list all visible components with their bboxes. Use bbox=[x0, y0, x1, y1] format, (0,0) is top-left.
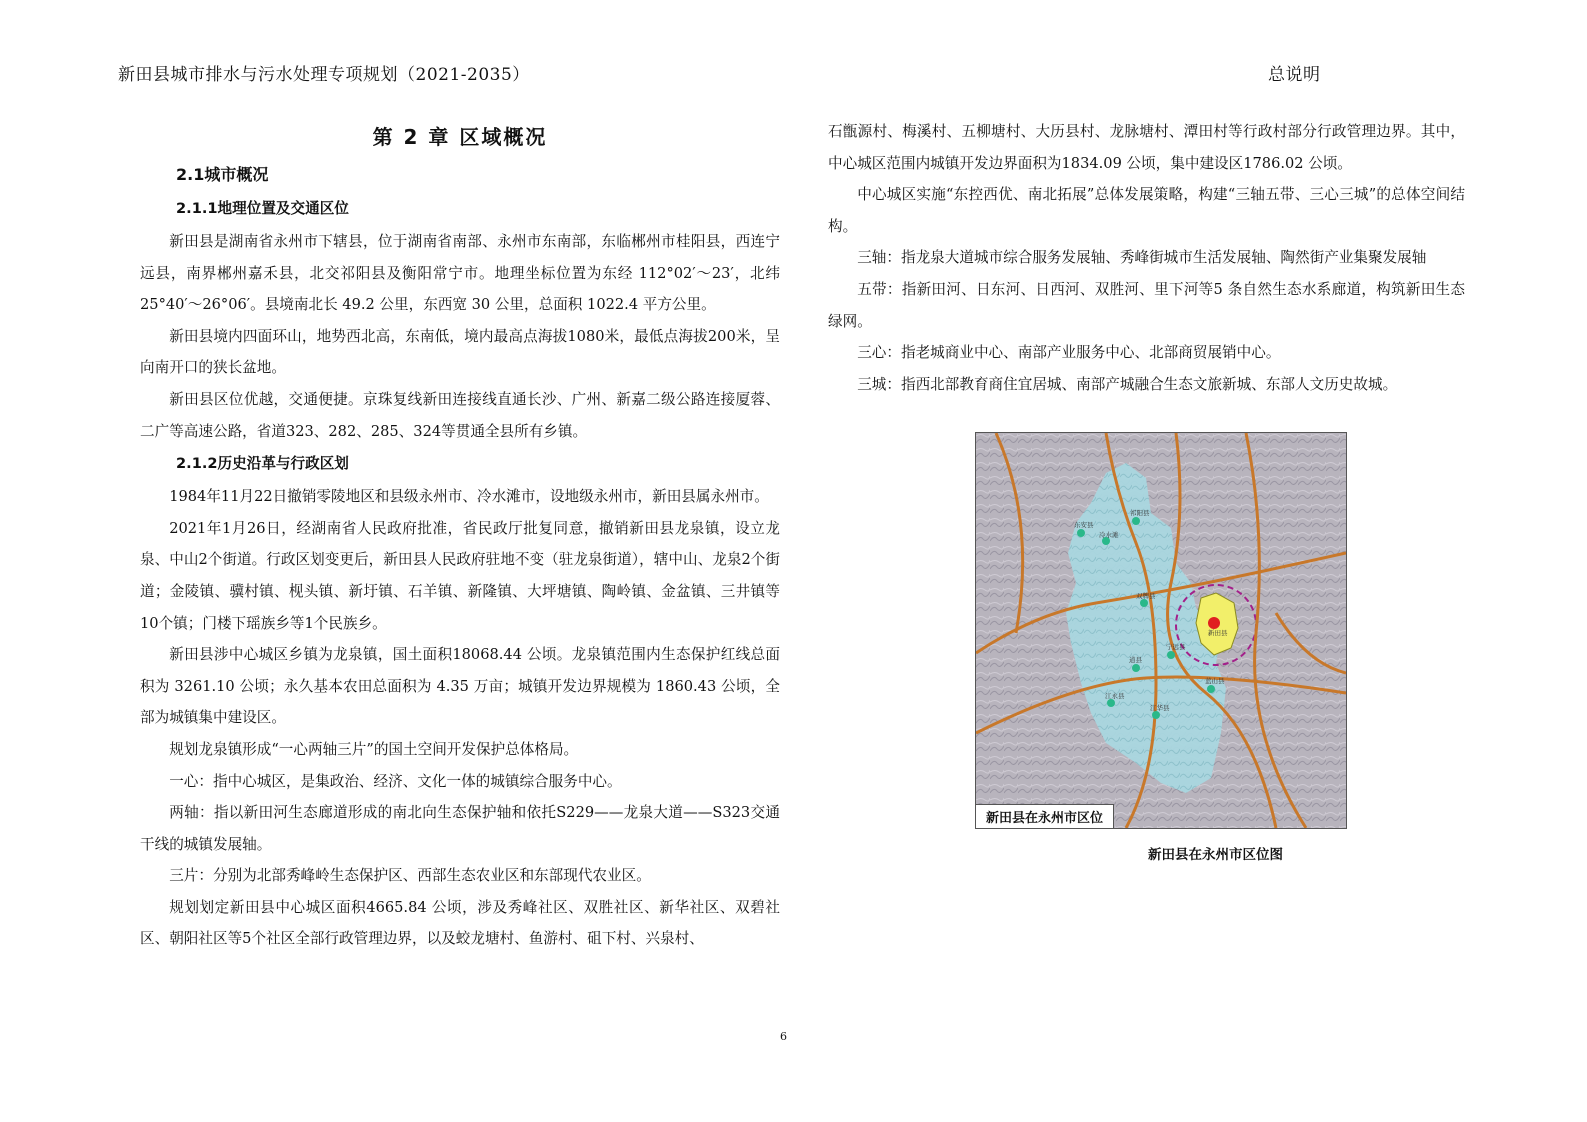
paragraph: 2021年1月26日，经湖南省人民政府批准，省民政厅批复同意，撤销新田县龙泉镇，设立龙泉、中山2个街道。行政区划变更后，新田县人民政府驻地不变（驻龙泉街道），辖中山、龙泉2个街道；金陵镇、骥村镇、枧头镇、新圩镇、石羊镇、新隆镇、大坪塘镇、陶岭镇、金盆镇、三井镇等10个镇；门楼下瑶族乡等1个民族乡。 bbox=[140, 519, 780, 632]
town-label: 江华县 bbox=[1150, 704, 1170, 712]
section-2-1-1-heading: 2.1.1地理位置及交通区位 bbox=[176, 200, 349, 217]
paragraph: 1984年11月22日撤销零陵地区和县级永州市、冷水滩市，设地级永州市，新田县属永州市。 bbox=[169, 488, 769, 506]
town-label: 双牌县 bbox=[1136, 592, 1156, 600]
town-label: 新田县 bbox=[1208, 629, 1228, 637]
paragraph: 五带：指新田河、日东河、日西河、双胜河、里下河等5 条自然生态水系廊道，构筑新田生态绿网。 bbox=[828, 280, 1465, 330]
paragraph-continued: 石甑源村、梅溪村、五柳塘村、大历县村、龙脉塘村、潭田村等行政村部分行政管理边界。其中，中心城区范围内城镇开发边界面积为1834.09 公顷，集中建设区1786.02 公顷。 bbox=[828, 123, 1465, 172]
page-number: 6 bbox=[780, 1030, 787, 1043]
town-label: 冷水滩 bbox=[1099, 531, 1119, 539]
town-label: 蓝山县 bbox=[1205, 677, 1225, 685]
map-inset-label: 新田县在永州市区位 bbox=[976, 804, 1114, 828]
paragraph: 两轴：指以新田河生态廊道形成的南北向生态保护轴和依托S229——龙泉大道——S323交通干线的城镇发展轴。 bbox=[140, 804, 780, 853]
town-label: 宁远县 bbox=[1166, 643, 1186, 651]
paragraph: 新田县境内四面环山，地势西北高，东南低，境内最高点海拔1080米，最低点海拔200米，呈向南开口的狭长盆地。 bbox=[140, 327, 780, 377]
paragraph: 新田县涉中心城区乡镇为龙泉镇，国土面积18068.44 公顷。龙泉镇范围内生态保护红线总面积为 3261.10 公顷；永久基本农田总面积为 4.35 万亩；城镇开发边界规模为 1860.43 公顷，全部为城镇集中建设区。 bbox=[140, 646, 780, 727]
town-label: 道县 bbox=[1129, 656, 1142, 664]
figure-caption: 新田县在永州市区位图 bbox=[1148, 847, 1283, 863]
chapter-title: 第 2 章 区域概况 bbox=[372, 125, 548, 149]
section-2-1-heading: 2.1城市概况 bbox=[176, 165, 269, 184]
city-marker bbox=[1208, 617, 1220, 629]
map-graphic bbox=[976, 433, 1346, 828]
paragraph: 新田县是湖南省永州市下辖县，位于湖南省南部、永州市东南部，东临郴州市桂阳县，西连宁远县，南界郴州嘉禾县，北交祁阳县及衡阳常宁市。地理坐标位置为东经 112°02′～23′，北纬25°40′～26°06′。县境南北长 49.2 公里，东西宽 30 公里，总面积 1022.4 平方公里。 bbox=[140, 233, 780, 314]
header-section: 总说明 bbox=[1268, 65, 1321, 85]
town-label: 东安县 bbox=[1074, 521, 1094, 529]
paragraph: 规划龙泉镇形成“一心两轴三片”的国土空间开发保护总体格局。 bbox=[169, 740, 579, 758]
paragraph: 一心：指中心城区，是集政治、经济、文化一体的城镇综合服务中心。 bbox=[169, 772, 622, 790]
left-column bbox=[140, 118, 780, 955]
paragraph: 新田县区位优越，交通便捷。京珠复线新田连接线直通长沙、广州、新嘉二级公路连接厦蓉、二广等高速公路，省道323、282、285、324等贯通全县所有乡镇。 bbox=[140, 390, 780, 440]
paragraph: 中心城区实施“东控西优、南北拓展”总体发展策略，构建“三轴五带、三心三城”的总体空间结构。 bbox=[828, 186, 1465, 235]
paragraph: 三心：指老城商业中心、南部产业服务中心、北部商贸展销中心。 bbox=[857, 344, 1281, 362]
right-column bbox=[828, 116, 1465, 400]
town-label: 祁阳县 bbox=[1130, 509, 1150, 517]
paragraph: 规划划定新田县中心城区面积4665.84 公顷，涉及秀峰社区、双胜社区、新华社区、双碧社区、朝阳社区等5个社区全部行政管理边界，以及蛟龙塘村、鱼游村、砠下村、兴泉村、 bbox=[140, 898, 780, 948]
location-map bbox=[975, 432, 1347, 829]
paragraph: 三轴：指龙泉大道城市综合服务发展轴、秀峰街城市生活发展轴、陶然街产业集聚发展轴 bbox=[857, 249, 1427, 267]
paragraph: 三城：指西北部教育商住宜居城、南部产城融合生态文旅新城、东部人文历史故城。 bbox=[857, 375, 1398, 393]
section-2-1-2-heading: 2.1.2历史沿革与行政区划 bbox=[176, 455, 349, 473]
paragraph: 三片：分别为北部秀峰岭生态保护区、西部生态农业区和东部现代农业区。 bbox=[169, 867, 651, 885]
header-title: 新田县城市排水与污水处理专项规划（2021-2035） bbox=[118, 65, 530, 85]
town-label: 江永县 bbox=[1105, 692, 1125, 700]
